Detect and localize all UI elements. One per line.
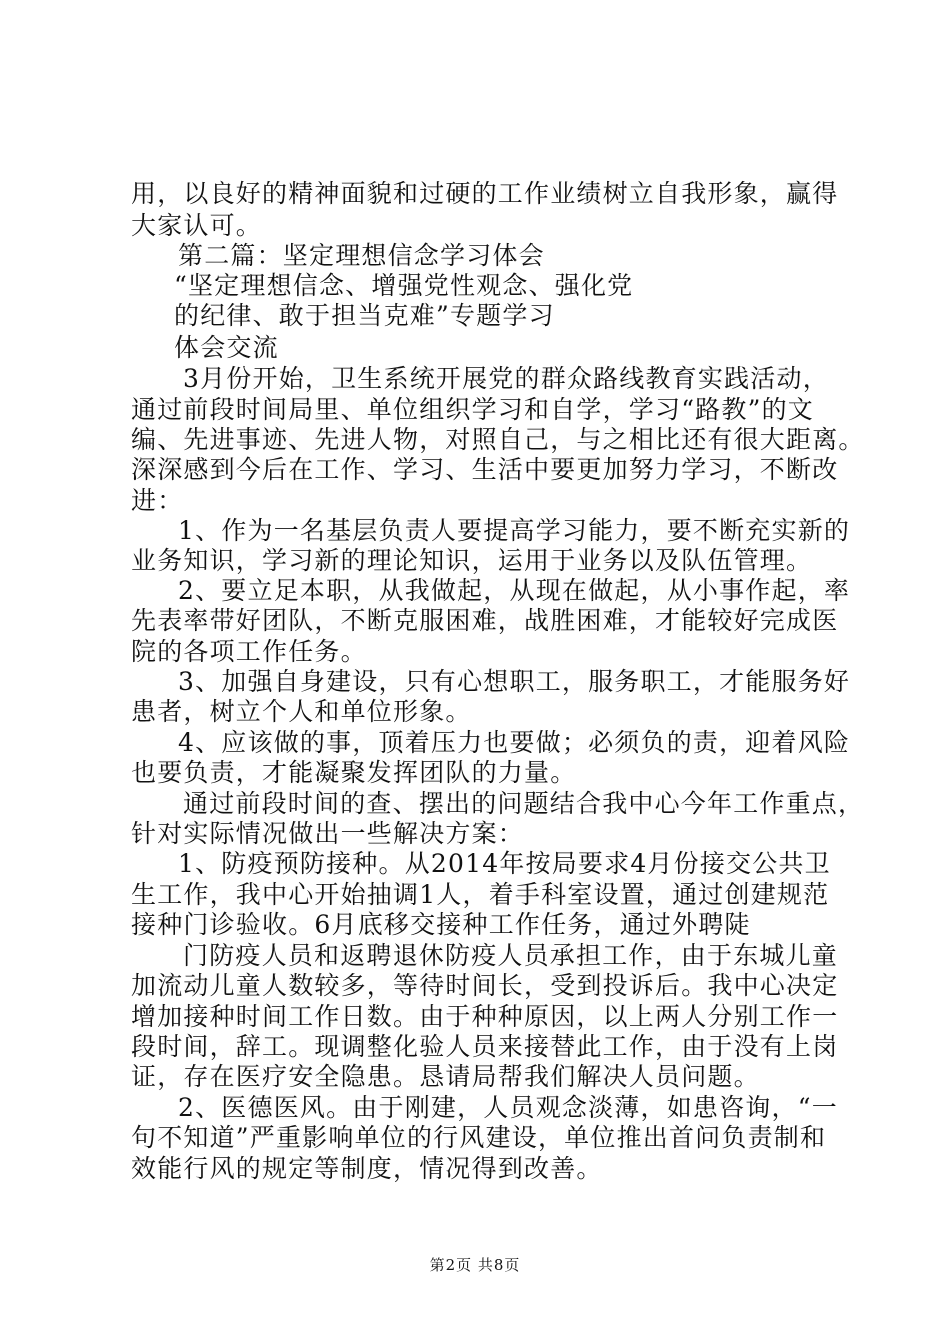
text-line: 1、作为一名基层负责人要提高学习能力，要不断充实新的: [178, 516, 851, 545]
text-line: 进：: [131, 486, 184, 515]
text-line: “坚定理想信念、增强党性观念、强化党: [174, 271, 634, 300]
text-line: 接种门诊验收。6月底移交接种工作任务，通过外聘陡: [131, 910, 751, 939]
text-line: 增加接种时间工作日数。由于种种原因，以上两人分别工作一: [131, 1002, 839, 1031]
text-line: 3、加强自身建设，只有心想职工，服务职工，才能服务好: [178, 667, 851, 696]
text-line: 证，存在医疗安全隐患。恳请局帮我们解决人员问题。: [131, 1062, 760, 1091]
text-line: 1、防疫预防接种。从2014年按局要求4月份接交公共卫: [178, 849, 831, 878]
text-line: 加流动儿童人数较多，等待时间长，受到投诉后。我中心决定: [131, 971, 839, 1000]
text-line: 先表率带好团队，不断克服困难，战胜困难，才能较好完成医: [131, 606, 839, 635]
text-line: 2、要立足本职，从我做起，从现在做起，从小事作起，率: [178, 576, 851, 605]
text-line: 院的各项工作任务。: [131, 637, 367, 666]
text-line: 深深感到今后在工作、学习、生活中要更加努力学习，不断改: [131, 455, 839, 484]
text-line: 的纪律、敢于担当克难”专题学习: [174, 301, 555, 330]
text-line: 业务知识，学习新的理论知识，运用于业务以及队伍管理。: [131, 546, 813, 575]
text-line: 通过前段时间局里、单位组织学习和自学，学习“路教”的文: [131, 395, 814, 424]
text-line: 大家认可。: [131, 211, 263, 240]
text-line: 通过前段时间的查、摆出的问题结合我中心今年工作重点，: [183, 789, 865, 818]
text-line: 4、应该做的事，顶着压力也要做；必须负的责，迎着风险: [178, 728, 851, 757]
text-line: 句不知道”严重影响单位的行风建设，单位推出首问负责制和: [131, 1123, 827, 1152]
page-footer: 第2页 共8页: [429, 1256, 521, 1274]
text-line: 3月份开始，卫生系统开展党的群众路线教育实践活动，: [183, 364, 829, 393]
text-line: 编、先进事迹、先进人物，对照自己，与之相比还有很大距离。: [131, 425, 865, 454]
text-line: 用，以良好的精神面貌和过硬的工作业绩树立自我形象，赢得: [131, 179, 839, 208]
text-line: 患者，树立个人和单位形象。: [131, 697, 472, 726]
text-line: 门防疫人员和返聘退休防疫人员承担工作，由于东城儿童: [183, 941, 839, 970]
text-line: 效能行风的规定等制度，情况得到改善。: [131, 1154, 603, 1183]
section-heading: 第二篇：坚定理想信念学习体会: [178, 241, 545, 270]
text-line: 也要负责，才能凝聚发挥团队的力量。: [131, 758, 577, 787]
text-line: 段时间，辞工。现调整化验人员来接替此工作，由于没有上岗: [131, 1032, 839, 1061]
text-line: 生工作，我中心开始抽调1人，着手科室设置，通过创建规范: [131, 880, 830, 909]
text-line: 2、医德医风。由于刚建，人员观念淡薄，如患咨询，“一: [178, 1093, 838, 1122]
text-line: 体会交流: [174, 333, 279, 362]
text-line: 针对实际情况做出一些解决方案：: [131, 819, 525, 848]
